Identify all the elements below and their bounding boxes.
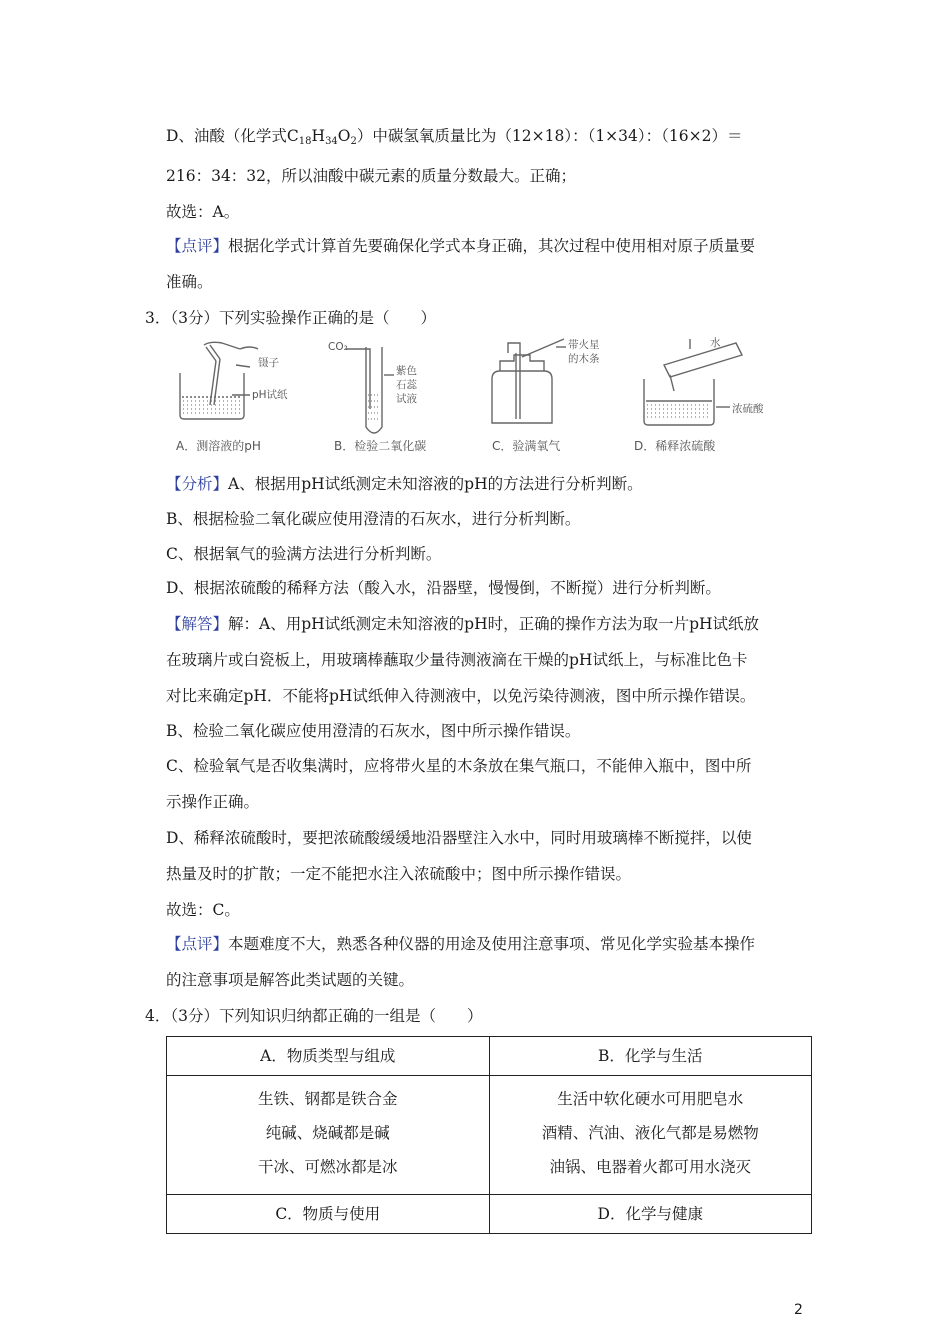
label-litmus-3: 试液 xyxy=(396,393,417,405)
label-tweezers: 镊子 xyxy=(258,357,279,369)
text-segment: H xyxy=(311,127,326,145)
text-segment: 热量及时的扩散；一定不能把水注入浓硫酸中；图中所示操作错误。 xyxy=(166,865,632,883)
text-segment: B、检验二氧化碳应使用澄清的石灰水，图中所示操作错误。 xyxy=(166,722,581,740)
text-segment: C、检验氧气是否收集满时，应将带火星的木条放在集气瓶口，不能伸入瓶中，图中所 xyxy=(166,757,752,775)
table-cell-line: 油锅、电器着火都可用水浇灭 xyxy=(549,1158,751,1176)
caption-c: C．验满氧气 xyxy=(492,439,561,453)
table-cell-line: 酒精、汽油、液化气都是易燃物 xyxy=(541,1124,759,1142)
table-header-a: A．物质类型与组成 xyxy=(167,1037,490,1076)
text-segment: 故选：A。 xyxy=(166,203,240,221)
knowledge-table xyxy=(166,1036,812,1234)
label-co2: CO₂ xyxy=(328,341,348,353)
text-line-13 xyxy=(166,686,755,706)
text-segment: 对比来确定pH．不能将pH试纸伸入待测液中，以免污染待测液，图中所示操作错误。 xyxy=(166,687,756,705)
text-segment: C、根据氧气的验满方法进行分析判断。 xyxy=(166,545,442,563)
text-segment: ）中碳氢氧质量比为（12×18）：（1×34）：（16×2）＝ xyxy=(356,127,743,145)
text-line-10 xyxy=(166,578,721,598)
text-line-15 xyxy=(166,756,751,776)
text-segment: 4．（3分）下列知识归纳都正确的一组是（ ） xyxy=(145,1007,483,1025)
text-line-4 xyxy=(166,236,755,256)
text-line-2 xyxy=(166,166,576,186)
text-line-16 xyxy=(166,792,259,812)
section-tag: 【点评】 xyxy=(166,237,229,255)
label-ph-paper: pH试纸 xyxy=(252,389,288,401)
text-segment: 解：A、用pH试纸测定未知溶液的pH时，正确的操作方法为取一片pH试纸放 xyxy=(228,615,760,633)
subscript: 34 xyxy=(325,136,338,147)
text-line-8 xyxy=(166,509,580,529)
table-cell-line: 干冰、可燃冰都是冰 xyxy=(257,1158,398,1176)
text-segment: A、根据用pH试纸测定未知溶液的pH的方法进行分析判断。 xyxy=(228,475,643,493)
subscript: 18 xyxy=(298,136,312,147)
caption-b: B．检验二氧化碳 xyxy=(334,439,427,453)
label-splint-1: 带火星 xyxy=(568,339,600,351)
label-litmus-2: 石蕊 xyxy=(396,379,417,391)
label-splint-2: 的木条 xyxy=(568,353,600,365)
section-tag: 【分析】 xyxy=(166,475,229,493)
experiment-figure xyxy=(170,335,764,460)
text-line-11 xyxy=(166,614,759,634)
text-segment: D、稀释浓硫酸时，要把浓硫酸缓缓地沿器壁注入水中，同时用玻璃棒不断搅拌，以使 xyxy=(166,829,752,847)
text-line-17 xyxy=(166,828,752,848)
beaker-acid-drawing xyxy=(644,339,742,425)
text-segment: 在玻璃片或白瓷板上，用玻璃棒蘸取少量待测液滴在干燥的pH试纸上，与标准比色卡 xyxy=(166,651,748,669)
test-tube-drawing xyxy=(346,347,394,433)
text-line-1 xyxy=(166,126,742,146)
text-line-19 xyxy=(166,900,240,920)
caption-d: D．稀释浓硫酸 xyxy=(634,439,716,453)
table-cell-b xyxy=(489,1076,812,1195)
page-number: 2 xyxy=(794,1302,803,1318)
table-cell-line: 生活中软化硬水可用肥皂水 xyxy=(557,1090,744,1108)
text-line-9 xyxy=(166,544,441,564)
table-cell-line: 纯碱、烧碱都是碱 xyxy=(265,1124,390,1142)
table-header-c: C．物质与使用 xyxy=(167,1195,490,1234)
text-segment: 根据化学式计算首先要确保化学式本身正确，其次过程中使用相对原子质量要 xyxy=(228,237,756,255)
text-line-6 xyxy=(145,308,436,328)
text-line-3 xyxy=(166,202,239,222)
gas-bottle-drawing xyxy=(492,339,566,423)
text-segment: 3．（3分）下列实验操作正确的是（ ） xyxy=(145,309,436,327)
text-line-20 xyxy=(166,934,755,954)
table-header-d: D．化学与健康 xyxy=(489,1195,812,1234)
text-segment: 216：34：32，所以油酸中碳元素的质量分数最大。正确； xyxy=(166,167,577,185)
text-segment: 准确。 xyxy=(166,273,213,291)
table-header-b: B．化学与生活 xyxy=(489,1037,812,1076)
label-water: 水 xyxy=(710,337,721,349)
text-line-22 xyxy=(145,1006,482,1026)
text-line-7 xyxy=(166,474,643,494)
text-segment: B、根据检验二氧化碳应使用澄清的石灰水，进行分析判断。 xyxy=(166,510,581,528)
section-tag: 【解答】 xyxy=(166,615,229,633)
table-cell-a xyxy=(167,1076,490,1195)
text-segment: O xyxy=(337,127,351,145)
text-segment: D、根据浓硫酸的稀释方法（酸入水，沿器壁，慢慢倒，不断搅）进行分析判断。 xyxy=(166,579,721,597)
text-line-5 xyxy=(166,272,213,292)
caption-a: A．测溶液的pH xyxy=(176,439,261,453)
table-cell-line: 生铁、钢都是铁合金 xyxy=(257,1090,398,1108)
section-tag: 【点评】 xyxy=(166,935,229,953)
text-segment: 示操作正确。 xyxy=(166,793,260,811)
text-line-21 xyxy=(166,970,414,990)
text-line-14 xyxy=(166,721,580,741)
beaker-ph-drawing xyxy=(180,342,258,419)
text-segment: 故选：C。 xyxy=(166,901,240,919)
text-line-18 xyxy=(166,864,631,884)
text-segment: 本题难度不大，熟悉各种仪器的用途及使用注意事项、常见化学实验基本操作 xyxy=(228,935,756,953)
subscript: 2 xyxy=(350,136,357,147)
text-segment: 的注意事项是解答此类试题的关键。 xyxy=(166,971,415,989)
label-litmus-1: 紫色 xyxy=(396,365,417,377)
text-line-12 xyxy=(166,650,747,670)
label-acid: 浓硫酸 xyxy=(732,403,764,415)
text-segment: D、油酸（化学式C xyxy=(166,127,299,145)
